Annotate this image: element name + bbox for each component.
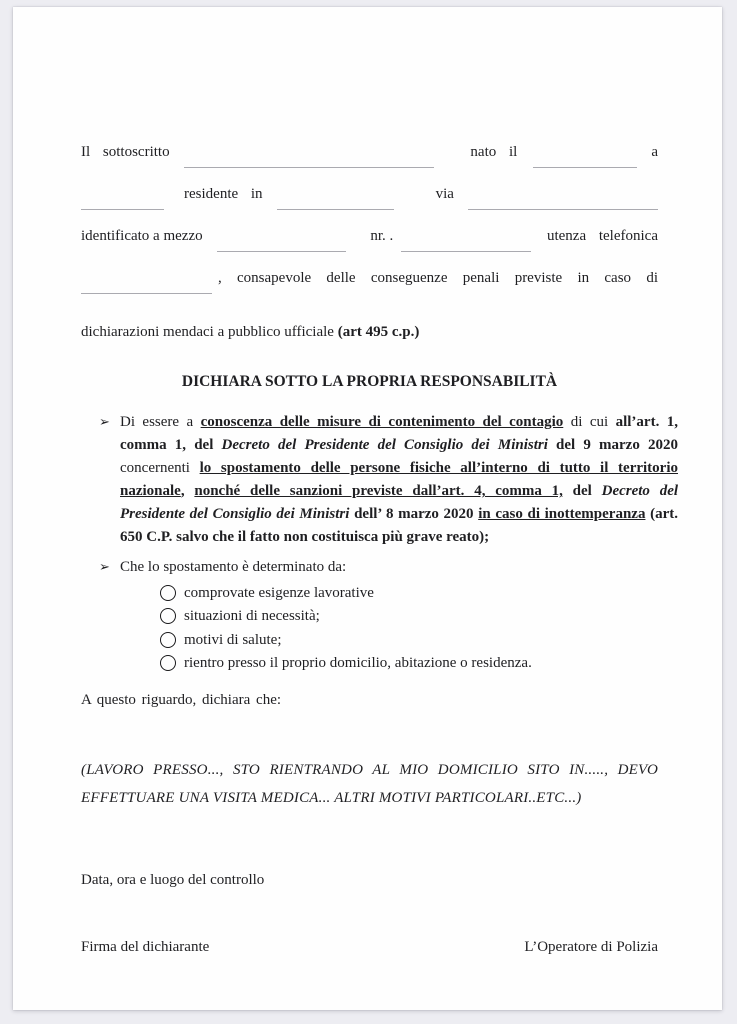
radio-circle-icon[interactable] xyxy=(160,585,176,601)
phone-number-blank[interactable] xyxy=(81,293,212,294)
option-return-home xyxy=(160,652,658,676)
street-label: via xyxy=(435,186,454,202)
declaration-intro: A questo riguardo, dichiara che: xyxy=(81,692,282,708)
document-number-blank[interactable] xyxy=(401,251,531,252)
declaration-heading: DICHIARA SOTTO LA PROPRIA RESPONSABILITÀ xyxy=(181,373,558,390)
signature-row xyxy=(81,936,658,959)
option-label: situazioni di necessità; xyxy=(184,608,320,625)
bullet-reason-of-movement xyxy=(100,556,658,579)
resident-in-label: residente in xyxy=(184,186,263,202)
radio-circle-icon[interactable] xyxy=(160,632,176,648)
awareness-text: , consapevole delle conseguenze penali previste in caso di xyxy=(218,270,658,286)
option-label: rientro presso il proprio domicilio, abitazione o residenza. xyxy=(184,655,532,672)
option-label: comprovate esigenze lavorative xyxy=(184,584,374,601)
option-necessity xyxy=(160,605,658,629)
bullet-knowledge-of-measures xyxy=(100,411,678,549)
bullet2-text: Che lo spostamento è determinato da: xyxy=(120,559,347,575)
reason-options-list xyxy=(160,581,658,675)
option-health xyxy=(160,628,658,652)
birthplace-blank[interactable] xyxy=(81,209,164,210)
born-at-label: a xyxy=(651,144,658,160)
option-label: motivi di salute; xyxy=(184,631,282,648)
police-operator-label: L’Operatore di Polizia xyxy=(524,939,658,955)
identified-by-label: identificato a mezzo xyxy=(81,228,203,244)
born-on-label: nato il xyxy=(470,144,518,160)
self-declaration-form xyxy=(81,142,679,959)
form-line-declarant xyxy=(81,142,658,184)
false-statement-line xyxy=(81,321,658,344)
document-page xyxy=(13,7,722,1010)
option-work-needs xyxy=(160,581,658,605)
bullet1-richtext: Di essere a conoscenza delle misure di contenimento del contagio di cui all’art. 1, comma 1, del Decreto del Presidente del Consiglio dei Ministri del 9 marzo 2020 concernenti lo spostamento delle persone fisiche all’interno di tutto il territorio nazionale, nonché delle sanzioni previste dall’art. 4, comma 1, del Decreto del Presidente del Consiglio dei Ministri dell’ 8 marzo 2020 in caso di inottemperanza (art. 650 C.P. salvo che il fatto non costituisca più grave reato); xyxy=(120,414,679,545)
control-datetime-label: Data, ora e luogo del controllo xyxy=(81,872,265,888)
declarant-signature-label: Firma del dichiarante xyxy=(81,939,210,955)
radio-circle-icon[interactable] xyxy=(160,608,176,624)
bullet-arrow-icon: ➢ xyxy=(99,560,110,575)
form-line-residence xyxy=(81,184,658,226)
radio-circle-icon[interactable] xyxy=(160,655,176,671)
phone-label: utenza telefonica xyxy=(546,228,658,244)
examples-note: (LAVORO PRESSO..., STO RIENTRANDO AL MIO DOMICILIO SITO IN....., DEVO EFFETTUARE UNA VISITA MEDICA... ALTRI MOTIVI PARTICOLARI..ETC...) xyxy=(81,762,658,806)
declarant-name-blank[interactable] xyxy=(184,167,435,168)
bullet-arrow-icon: ➢ xyxy=(99,415,110,430)
form-line-awareness xyxy=(81,268,658,310)
document-type-blank[interactable] xyxy=(217,251,347,252)
article-495-reference: (art 495 c.p.) xyxy=(337,324,420,340)
declarant-label: Il sottoscritto xyxy=(81,144,170,160)
birthdate-blank[interactable] xyxy=(533,167,637,168)
false-statement-text: dichiarazioni mendaci a pubblico ufficiale xyxy=(81,324,338,340)
form-line-identification xyxy=(81,226,658,268)
number-label: nr. . xyxy=(370,228,394,244)
residence-city-blank[interactable] xyxy=(277,209,394,210)
street-blank[interactable] xyxy=(468,209,658,210)
